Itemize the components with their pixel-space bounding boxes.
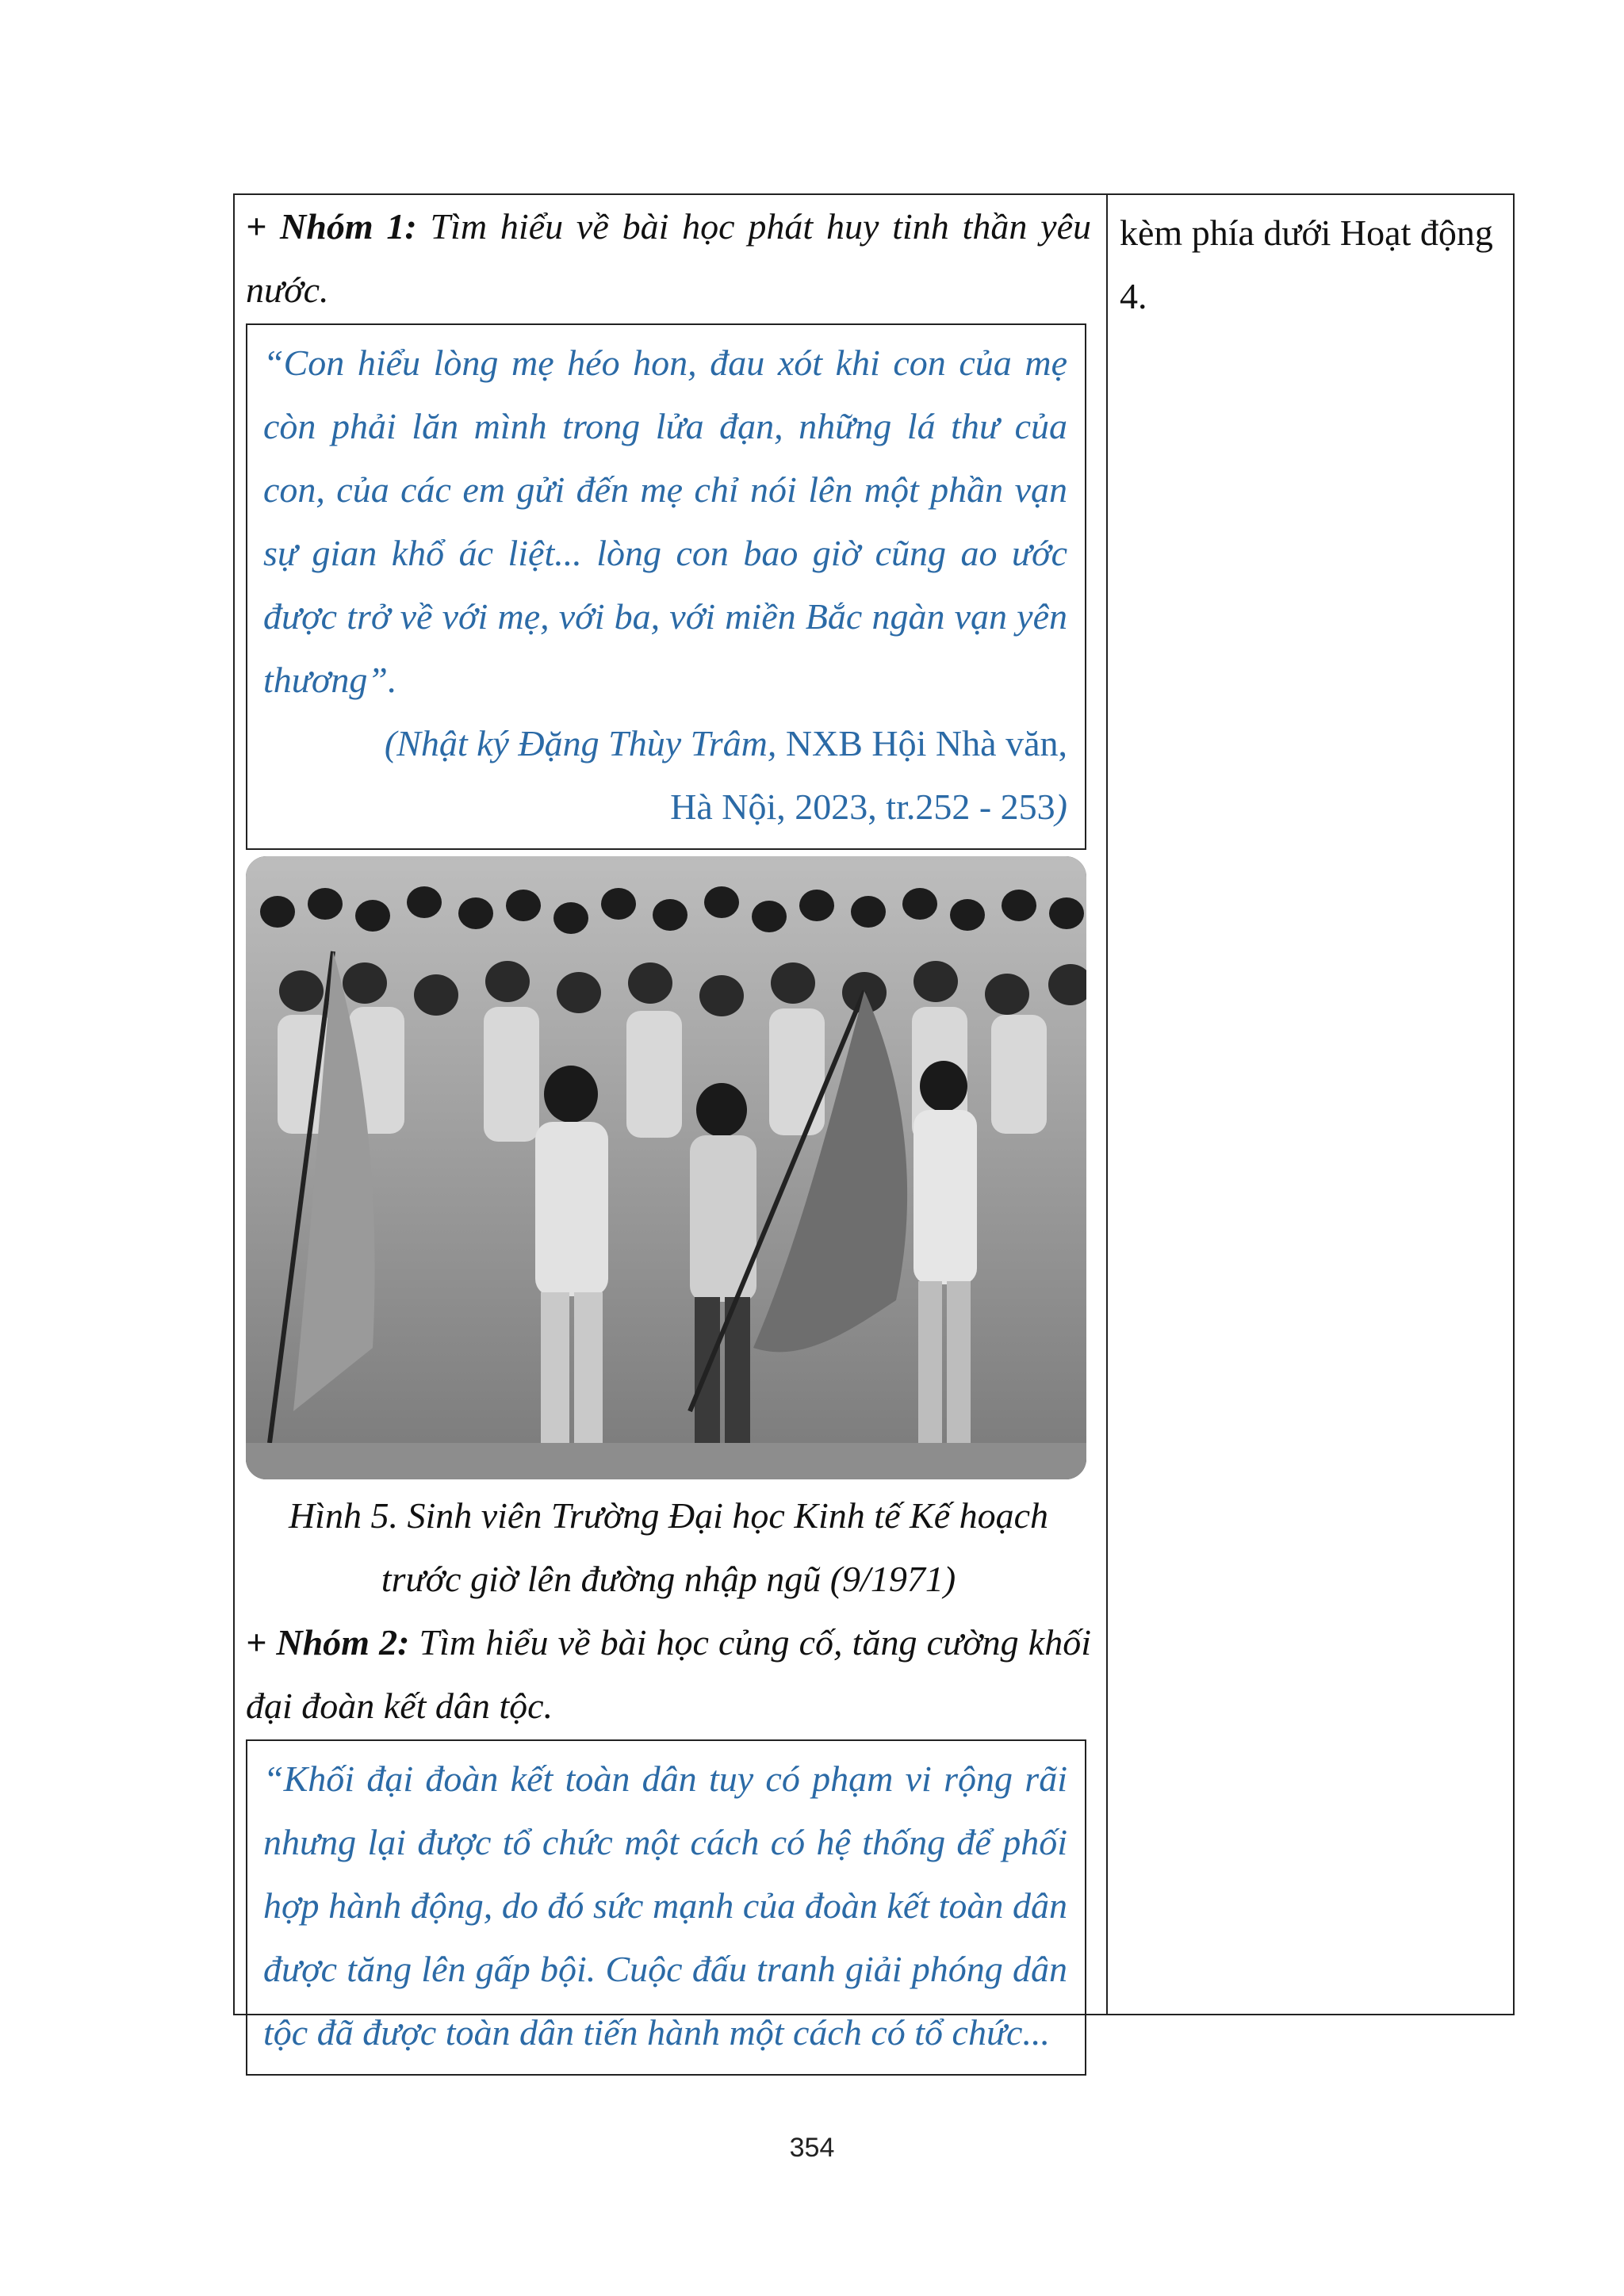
group-2-label: + Nhóm 2: [246,1622,410,1663]
quote-1-source-place: Hà Nội, 2023, tr.252 - 253 [670,786,1055,827]
right-column-text: kèm phía dưới Hoạt động 4. [1120,212,1493,316]
quote-box-2 [246,1739,1086,2076]
group-1-heading [246,195,1091,322]
quote-2-text: “Khối đại đoàn kết toàn dân tuy có phạm vi rộng rãi nhưng lại được tổ chức một cách có hệ thống để phối hợp hành động, do đó sức mạnh của đoàn kết toàn dân được tăng lên gấp bội. Cuộc đấu tranh giải phóng dân tộc đã được toàn dân tiến hành một cách có tổ chức... [263,1758,1067,2053]
ground [246,1443,1086,1479]
left-column [246,195,1091,2076]
page-number: 354 [789,2133,835,2163]
quote-1-source-publisher: NXB Hội Nhà văn, [776,723,1067,763]
group-2-heading [246,1611,1091,1738]
figure-caption-line-2: trước giờ lên đường nhập ngũ (9/1971) [381,1559,956,1599]
quote-box-1 [246,323,1086,850]
figure-caption-line-1: Hình 5. Sinh viên Trường Đại học Kinh tế Kế hoạch [288,1495,1049,1536]
group-1-text: Tìm hiểu về bài học phát huy tinh thần yêu nước. [246,206,1091,310]
right-column [1120,195,1508,328]
group-1-label: + Nhóm 1: [246,206,417,247]
quote-1-source-line-1 [263,712,1067,775]
content-table [233,193,1515,2053]
quote-1-source-close: ) [1055,786,1067,827]
historical-photo [246,856,1086,1479]
quote-1-source-line-2 [263,775,1067,839]
group-2-text: Tìm hiểu về bài học củng cố, tăng cường khối đại đoàn kết dân tộc. [246,1622,1091,1726]
quote-1-text: “Con hiểu lòng mẹ héo hon, đau xót khi con của mẹ còn phải lăn mình trong lửa đạn, những lá thư của con, của các em gửi đến mẹ chỉ nói lên một phần vạn sự gian khổ ác liệt... lòng con bao giờ cũng ao ước được trở về với mẹ, với ba, với miền Bắc ngàn vạn yên thương”. [263,342,1067,700]
photo-illustration [246,856,1086,1479]
quote-1-source-title: (Nhật ký Đặng Thùy Trâm, [384,723,777,763]
column-divider [1106,195,1108,2014]
